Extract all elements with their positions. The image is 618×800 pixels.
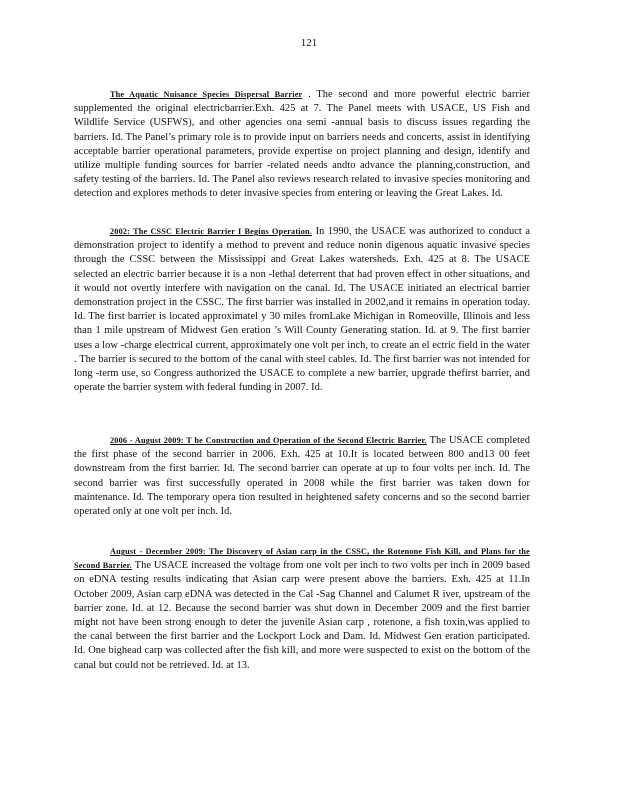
section-text: The USACE increased the voltage from one volt per inch to two volts per inch in 2009 based on eDNA testing results indicating that Asian carp were present above the barriers. Exh. 425 at 11.In October 2009, Asian carp eDNA was detected in the Cal -Sag Channel and Calumet R iver, upstream of the barrier zone. Id. at 12. Because the second barrier was shut down in December 2009 and the first barrier might not have been strong enough to deter the juvenile Asian carp , rotenone, a fish toxin,was applied to the canal between the first barrier and the Lockport Lock and Dam. Id. Midwest Gen eration participated. Id. One bighead carp was collected after the fish kill, and more were suspected to exist on the bottom of the canal but could not be retrieved. Id. at 13. bbox=[74, 560, 531, 671]
page-number: 121 bbox=[300, 37, 318, 49]
section-text: . The second and more powerful electric barrier supplemented the original electricbarrier.Exh. 425 at 7. The Panel meets with USACE, US Fish and Wildlife Service (USFWS), and other agencies ona semi -annual basis to discuss issues regarding the barriers. Id. The Panel’s primary role is to provide input on barriers needs and concerts, assist in identifying acceptable barrier operational parameters, provide expertise on project planning and design, identify and utilize multiple funding sources for barrier -related needs andto advance the planning,construction, and safety testing of the barriers. Id. The Panel also reviews research related to invasive species monitoring and detection and explores methods to deter invasive species from entering or leaving the Great Lakes. Id. bbox=[74, 89, 530, 200]
section-heading: August - December 2009: The Discovery of Asian carp in the CSSC, the Rotenone Fish Kill, and Plans for the Second Barrier. bbox=[74, 547, 530, 571]
section-barrier-one bbox=[74, 225, 530, 395]
section-asian-carp bbox=[74, 545, 530, 673]
section-text: In 1990, the USACE was authorized to conduct a demonstration project to identify a method to prevent and reduce nonin digenous aquatic invasive species through the CSSC between the Mississippi and Great Lakes watersheds. Exh. 425 at 8. The USACE selected an electric barrier because it is a non -lethal deterrent that had proven effect in other situations, and it would not overtly interfere with navigation on the canal. Id. The USACE initiated an electrical barrier demonstration project in the CSSC. The first barrier was installed in 2002,and it remains in operation today. Id. The first barrier is located approximatel y 30 miles fromLake Michigan in Romeoville, Illinois and less than 1 mile upstream of Midwest Gen eration ’s Will County Generating station. Id. at 9. The first barrier uses a low -charge electrical current, approximately one volt per inch, to create an el ectric field in the water . The barrier is secured to the bottom of the canal with steel cables. Id. The first barrier was not intended for long -term use, so Congress authorized the USACE to complete a new barrier, upgrade thefirst barrier, and operate the barrier system with federal funding in 2007. Id. bbox=[74, 226, 531, 394]
section-second-barrier bbox=[74, 434, 530, 519]
section-heading: The Aquatic Nuisance Species Dispersal Barrier bbox=[110, 90, 303, 99]
section-text: The USACE completed the first phase of the second barrier in 2006. Exh. 425 at 10.It is located between 800 and13 00 feet downstream from the first barrier. Id. The second barrier can operate at up to four volts per inch. Id. The second barrier was first successfully operated in 2008 while the first barrier was taken down for maintenance. Id. The temporary opera tion resulted in heightened safety concerns and so the second barrier operated only at one volt per inch. Id. bbox=[74, 435, 531, 518]
section-heading: 2006 - August 2009: T he Construction and Operation of the Second Electric Barrier. bbox=[110, 436, 427, 445]
section-dispersal-barrier bbox=[74, 88, 530, 202]
section-heading: 2002: The CSSC Electric Barrier I Begins Operation. bbox=[110, 227, 313, 236]
